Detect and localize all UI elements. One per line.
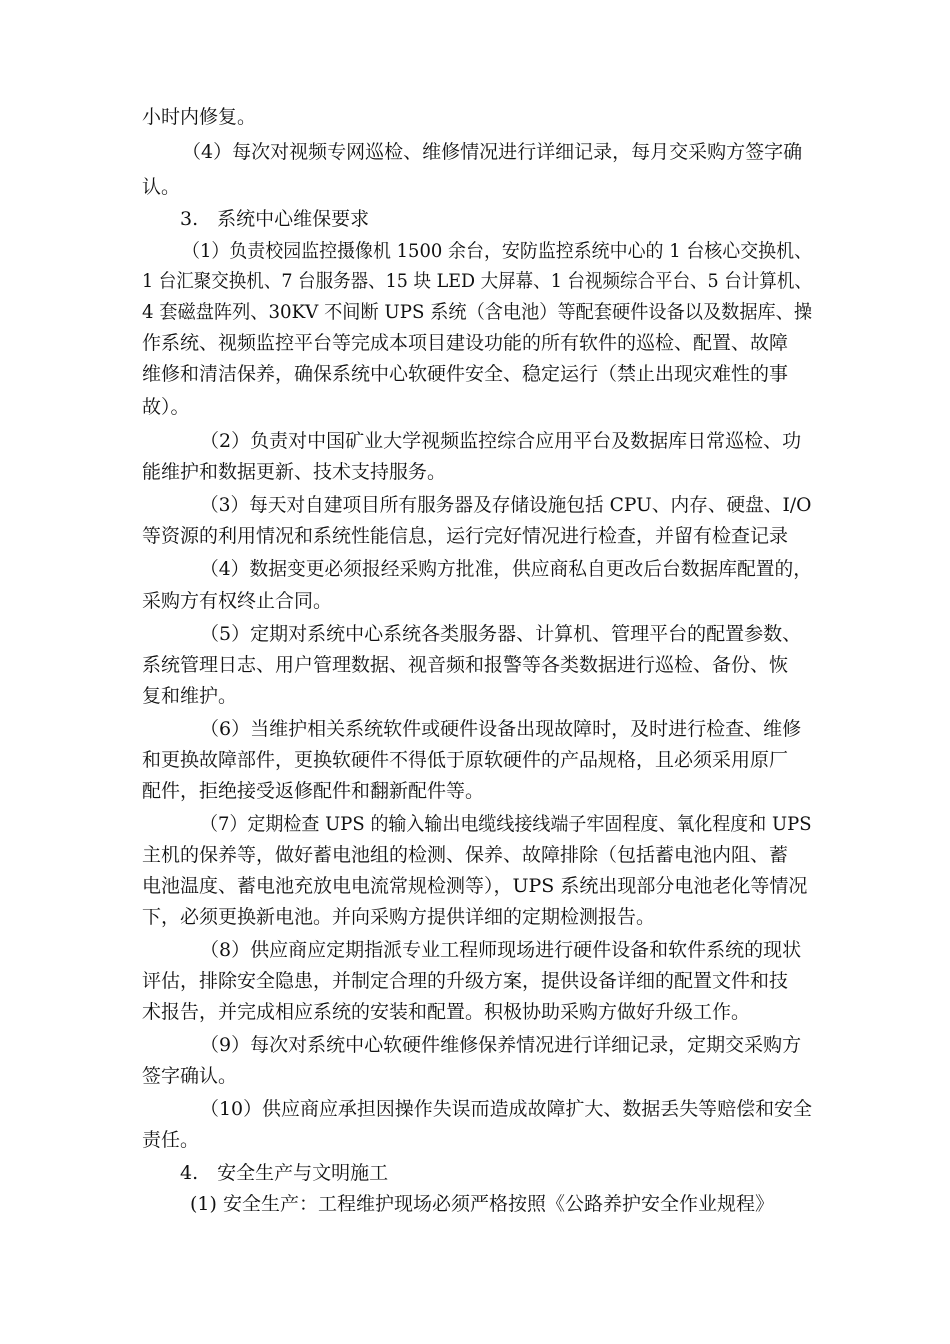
text-line: （2）负责对中国矿业大学视频监控综合应用平台及数据库日常巡检、功 <box>200 430 802 452</box>
text-line: （9）每次对系统中心软硬件维修保养情况进行详细记录，定期交采购方 <box>200 1034 802 1056</box>
text-line: 故）。 <box>142 396 190 418</box>
text-line: 下，必须更换新电池。并向采购方提供详细的定期检测报告。 <box>142 906 656 928</box>
text-line: （1）负责校园监控摄像机 1500 余台，安防监控系统中心的 1 台核心交换机、 <box>182 240 813 262</box>
text-line: 电池温度、蓄电池充放电电流常规检测等），UPS 系统出现部分电池老化等情况 <box>142 875 808 897</box>
text-line: 4 套磁盘阵列、30KV 不间断 UPS 系统（含电池）等配套硬件设备以及数据库、操 <box>142 301 813 323</box>
text-line: （10）供应商应承担因操作失误而造成故障扩大、数据丢失等赔偿和安全 <box>200 1098 812 1120</box>
text-line: 术报告，并完成相应系统的安装和配置。积极协助采购方做好升级工作。 <box>142 1001 751 1023</box>
section-heading: 4. 安全生产与文明施工 <box>180 1162 389 1184</box>
text-line: 评估，排除安全隐患，并制定合理的升级方案，提供设备详细的配置文件和技 <box>142 970 789 992</box>
text-line: 采购方有权终止合同。 <box>142 590 333 612</box>
text-line: 认。 <box>142 176 181 198</box>
text-line: （5）定期对系统中心系统各类服务器、计算机、管理平台的配置参数、 <box>200 623 802 645</box>
text-line: 小时内修复。 <box>142 106 257 128</box>
text-line: 和更换故障部件，更换软硬件不得低于原软硬件的产品规格，且必须采用原厂 <box>142 749 789 771</box>
text-line: 1 台汇聚交换机、7 台服务器、15 块 LED 大屏幕、1 台视频综合平台、5 台计算机、 <box>142 270 812 292</box>
text-line: 能维护和数据更新、技术支持服务。 <box>142 461 447 483</box>
text-line: 作系统、视频监控平台等完成本项目建设功能的所有软件的巡检、配置、故障 <box>142 332 789 354</box>
text-line: （4）每次对视频专网巡检、维修情况进行详细记录，每月交采购方签字确 <box>182 141 803 163</box>
text-line: （4）数据变更必须报经采购方批准，供应商私自更改后台数据库配置的， <box>200 558 813 580</box>
text-line: 复和维护。 <box>142 685 238 707</box>
text-line: （8）供应商应定期指派专业工程师现场进行硬件设备和软件系统的现状 <box>200 939 802 961</box>
text-line: 责任。 <box>142 1129 200 1151</box>
text-line: 系统管理日志、用户管理数据、视音频和报警等各类数据进行巡检、备份、恢 <box>142 654 789 676</box>
text-line: （7）定期检查 UPS 的输入输出电缆线接线端子牢固程度、氧化程度和 UPS <box>200 813 812 835</box>
text-line: 维修和清洁保养，确保系统中心软硬件安全、稳定运行（禁止出现灾难性的事 <box>142 363 789 385</box>
text-line: 配件，拒绝接受返修配件和翻新配件等。 <box>142 780 485 802</box>
text-line: 主机的保养等，做好蓄电池组的检测、保养、故障排除（包括蓄电池内阻、蓄 <box>142 844 789 866</box>
text-line: 签字确认。 <box>142 1065 238 1087</box>
section-heading: 3. 系统中心维保要求 <box>180 208 370 230</box>
text-line: (1) 安全生产：工程维护现场必须严格按照《公路养护安全作业规程》 <box>190 1193 774 1215</box>
text-line: 等资源的利用情况和系统性能信息，运行完好情况进行检查，并留有检查记录 <box>142 525 789 547</box>
text-line: （6）当维护相关系统软件或硬件设备出现故障时，及时进行检查、维修 <box>200 718 802 740</box>
text-line: （3）每天对自建项目所有服务器及存储设施包括 CPU、内存、硬盘、I/O <box>200 494 812 516</box>
